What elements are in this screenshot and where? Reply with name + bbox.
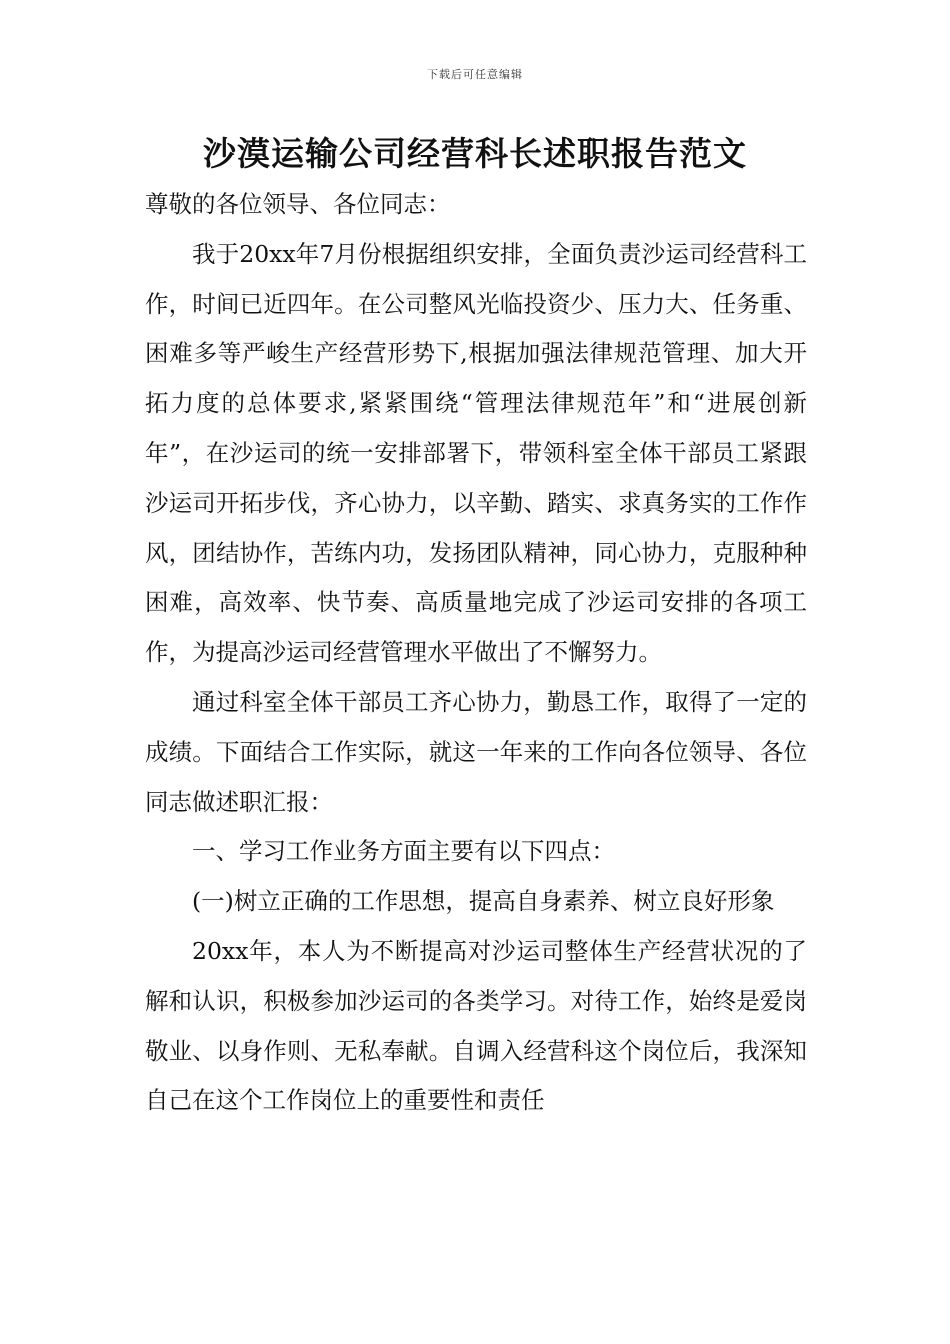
body-paragraph: 我于20xx年7月份根据组织安排，全面负责沙运司经营科工作，时间已近四年。在公司整风光临投资少、压力大、任务重、困难多等严峻生产经营形势下,根据加强法律规范管理、加大开拓力度的总体要求,紧紧围绕“管理法律规范年”和“进展创新年”，在沙运司的统一安排部署下，带领科室全体干部员工紧跟沙运司开拓步伐，齐心协力，以辛勤、踏实、求真务实的工作作风，团结协作，苦练内功，发扬团队精神，同心协力，克服种种困难，高效率、快节奏、高质量地完成了沙运司安排的各项工作，为提高沙运司经营管理水平做出了不懈努力。 [145, 239, 807, 667]
document-title: 沙漠运输公司经营科长述职报告范文 [203, 134, 747, 173]
document-body [145, 180, 807, 1126]
subsection-heading: (一)树立正确的工作思想，提高自身素养、树立良好形象 [192, 887, 775, 916]
body-paragraph: 通过科室全体干部员工齐心协力，勤恳工作，取得了一定的成绩。下面结合工作实际，就这一年来的工作向各位领导、各位同志做述职汇报： [145, 687, 807, 816]
salutation: 尊敬的各位领导、各位同志： [145, 190, 451, 218]
header-note: 下载后可任意编辑 [427, 68, 523, 81]
body-paragraph: 20xx年，本人为不断提高对沙运司整体生产经营状况的了解和认识，积极参加沙运司的各类学习。对待工作，始终是爱岗敬业、以身作则、无私奉献。自调入经营科这个岗位后，我深知自己在这个工作岗位上的重要性和责任 [145, 936, 807, 1115]
section-heading: 一、学习工作业务方面主要有以下四点： [192, 837, 615, 866]
